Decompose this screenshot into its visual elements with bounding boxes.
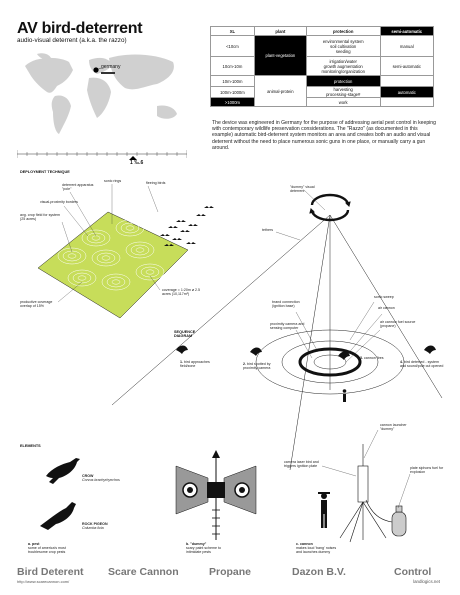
element-cannon-caption: c. cannon makes loud 'bang' noises and launches dummy [296,542,337,555]
footer-item-dazon: Dazon B.V. [292,566,346,578]
table-header-xl: XL [211,27,255,36]
germany-label: germany [101,64,121,70]
table-header-semi: semi-automatic [380,27,433,36]
label-sonic-sweep: sonic sweep [374,295,394,299]
sequence-step-2: 2. bird spotted by proximity camera [243,362,271,371]
label-productive: productive coverage overlap of 15% [20,300,53,309]
table-cell: animal-protein [254,76,306,107]
table-cell-line: environmental system [322,38,364,44]
pigeon-silhouette [40,502,76,530]
fleeing-birds-flock [160,206,214,246]
element-pest-caption: a. pest some of america's most troublesome crop pests [28,542,66,555]
footer-item-propane: Propane [209,566,252,578]
table-cell-line: monitoring/organization [321,68,365,74]
table-cell: semi-automatic [380,57,433,76]
label-fuel: air cannon fuel source (propane) [380,320,416,329]
table-cell: plant-vegetation [254,36,306,76]
sequence-step-3: 3. cannon fires [360,356,384,360]
elements-heading: ELEMENTS [20,444,41,448]
table-cell-line: growth augmentation [323,63,363,69]
footer-item-scare-cannon: Scare Cannon [108,566,179,578]
footer-item-bird-deterent: Bird Deterent [17,566,84,578]
crow-label: CROW Corvus brachyrhynchos [82,474,120,483]
label-proximity: proximity camera and sensing computer [270,322,305,331]
label-dummy: "dummy" visual deterrent [290,185,315,194]
table-cell: automatic [380,87,433,98]
label-avg-crop: avg. crop field for system (25 acres) [20,213,60,222]
table-header-plant: plant [254,27,306,36]
page-subtitle: audio-visual deterrent (a.k.a. the razzo) [17,37,127,44]
table-cell: 10cm-10m [211,57,255,76]
scale-label: 1 ‰.6 [130,160,144,166]
label-fleeing-birds: fleeing birds [146,181,166,185]
label-visual-proximity: visual-proximity borders [40,200,78,204]
table-cell: work [306,98,380,107]
element-dummy-caption: b. "dummy" scary paint scheme to intimidate pests [186,542,221,555]
footer-url: http://www.scarecannon.com/ [17,579,70,584]
table-cell: >1000m [211,98,255,107]
table-cell: 100m-1000m [211,87,255,98]
sequence-step-1: 1. bird approaches field/zone [180,360,210,369]
table-cell-line: processing-stage# [326,92,361,97]
table-cell-line: harvesting [333,87,353,92]
table-cell: 10m-100m [211,76,255,87]
label-brand: brand connection (ignition base) [272,300,300,309]
page-title: AV bird-deterrent [17,20,143,37]
label-coverage: coverage = 1:20m ø 2.5 acres (10,117m²) [162,288,201,297]
table-header-protection: protection [306,27,380,36]
cannon-assembly [340,444,406,542]
label-sonic-rings: sonic rings [104,179,122,183]
label-sensor: camera laser bird and triggers ignition plate [284,460,319,469]
label-launcher: cannon launcher "dummy" [380,423,407,432]
label-apparatus: deterrent apparatus "pole" [62,183,94,192]
label-plate: plate siphons fuel for explosion [410,466,444,475]
footer-site: landlogics.net [413,579,440,584]
table-cell: <10cm [211,36,255,57]
table-cell: protection [306,76,380,87]
table-cell-line: soil cultivation [330,43,357,49]
deployment-heading: DEPLOYMENT TECHNIQUE [20,170,70,174]
crow-silhouette [46,458,80,484]
table-cell: manual [380,36,433,57]
dummy-visual-deterrent [176,450,256,540]
description-text: The device was engineered in Germany for the purpose of addressing aerial pest control in keeping with contemporary wildlife preservation considerations. The "Razzo" (as documented in this example) automatic bird-deterrent system monitors an area and creates both an audio and visual deterrent without the need to place numerous sonic guns in one place, or manually carry a gun around. [212,120,436,151]
person-figure [318,492,330,528]
label-tethers: tethers [262,228,273,232]
label-air-cannon: air cannon [378,306,395,310]
table-cell-line: seeding [335,48,351,54]
sequence-step-4: 4. bird deterred - system and sound/pole cut opened [400,360,444,369]
table-cell-line: irrigation/water [329,58,357,64]
pigeon-label: ROCK PIGEON Columba livia [82,522,108,531]
sequence-heading: SEQUENCE DIAGRAM [174,330,196,339]
footer-item-control: Control [394,566,432,578]
